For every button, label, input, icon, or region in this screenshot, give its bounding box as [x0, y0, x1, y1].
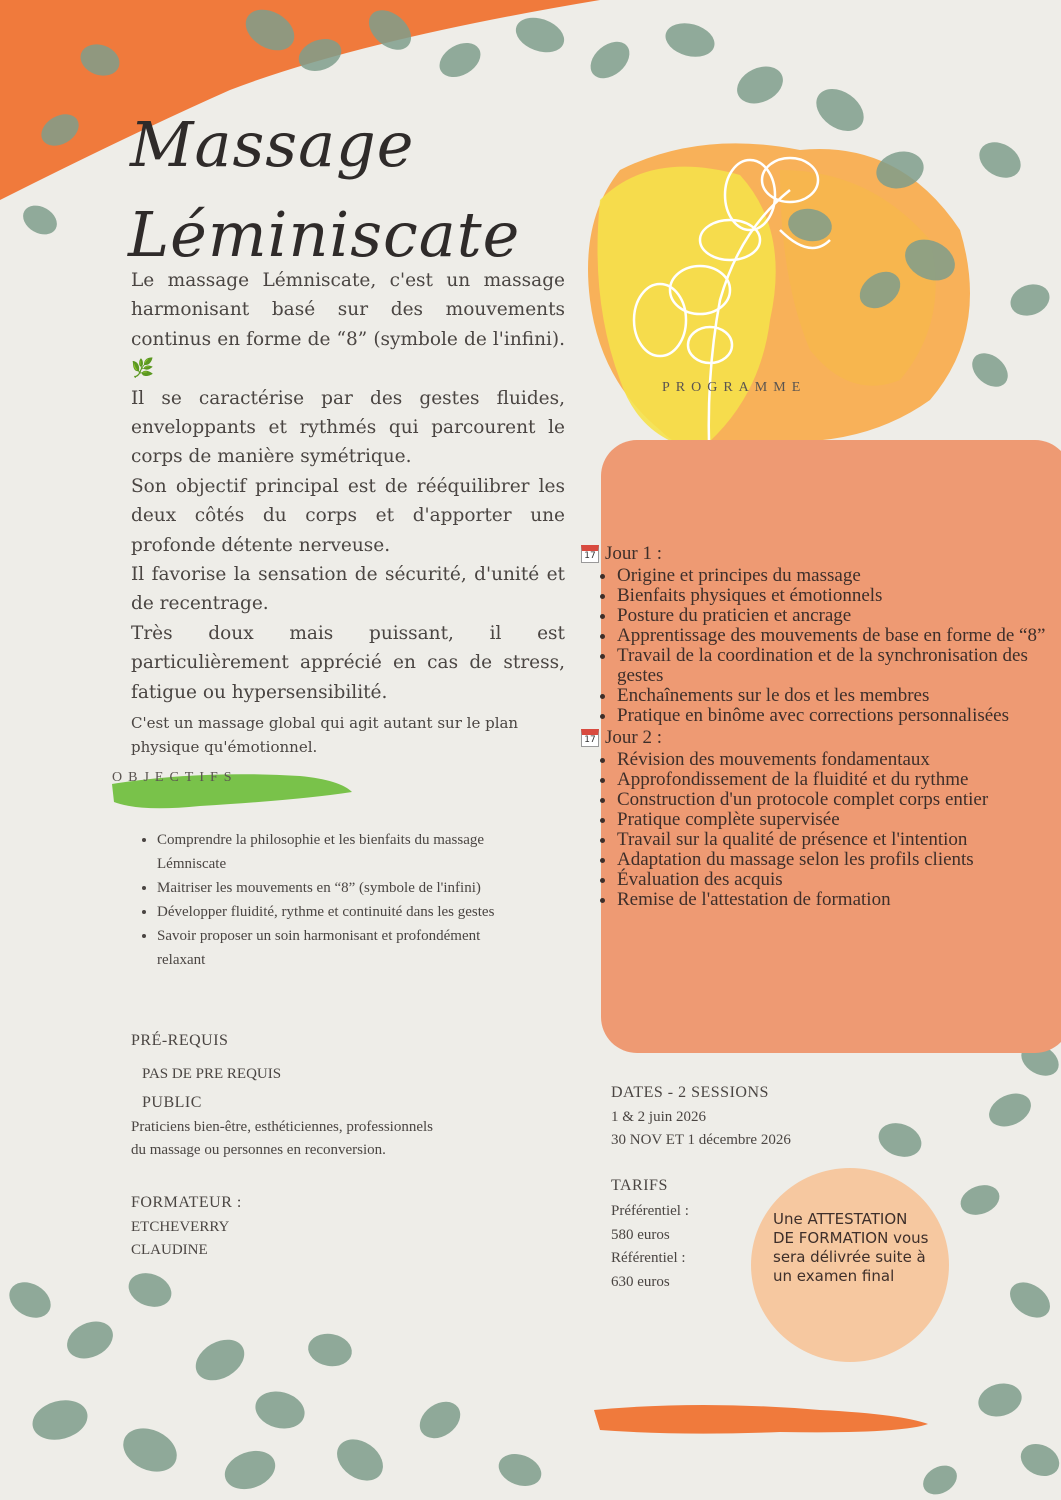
list-item: • Remise de l'attestation de formation — [617, 890, 1061, 910]
day-label: Jour 2 : — [605, 727, 662, 748]
list-item: • Savoir proposer un soin harmonisant et profondément relaxant — [157, 924, 517, 972]
prerequis-value: PAS DE PRE REQUIS — [142, 1066, 282, 1082]
list-item: • Évaluation des acquis — [617, 870, 1061, 890]
calendar-icon: 17 — [581, 545, 599, 563]
formateur-line: CLAUDINE — [131, 1242, 208, 1258]
intro-paragraph: C'est un massage global qui agit autant sur le plan physique qu'émotionnel. — [131, 714, 519, 757]
public-value: Praticiens bien-être, esthéticiennes, professionnels du massage ou personnes en reconversion. — [131, 1119, 433, 1158]
dates-heading: DATES - 2 SESSIONS — [611, 1084, 769, 1101]
intro-text — [131, 266, 565, 759]
list-item: • Comprendre la philosophie et les bienfaits du massage Lémniscate — [157, 828, 517, 876]
dates-sessions — [611, 1106, 791, 1152]
intro-paragraph: Le massage Lémniscate, c'est un massage harmonisant basé sur des mouvements continus en forme de “8” (symbole de l'infini). 🌿 — [131, 270, 565, 380]
list-item: • Développer fluidité, rythme et continuité dans les gestes — [157, 900, 517, 924]
eucalyptus-leaves-bottom — [3, 1267, 546, 1495]
programme-list — [581, 542, 1061, 910]
tarif-label: Référentiel : — [611, 1250, 686, 1266]
tarif-label: Préférentiel : — [611, 1203, 689, 1219]
list-item: • Apprentissage des mouvements de base en forme de “8” — [617, 626, 1061, 646]
list-item: • Bienfaits physiques et émotionnels — [617, 586, 1061, 606]
day-2-label — [581, 726, 1061, 750]
day-2-items — [581, 750, 1061, 910]
intro-paragraph: Il se caractérise par des gestes fluides, enveloppants et rythmés qui parcourent le corps de manière symétrique. — [131, 387, 565, 468]
orange-brush-stroke — [594, 1405, 928, 1434]
objectifs-list — [131, 828, 517, 972]
list-item: • Révision des mouvements fondamentaux — [617, 750, 1061, 770]
page-title — [128, 100, 521, 280]
tarif-price: 580 euros — [611, 1226, 670, 1243]
attestation-text: Une ATTESTATION DE FORMATION vous sera délivrée suite à un examen final — [773, 1210, 929, 1285]
date-session: 30 NOV ET 1 décembre 2026 — [611, 1132, 791, 1148]
list-item: • Enchaînements sur le dos et les membres — [617, 686, 1061, 706]
formateur-name — [131, 1216, 229, 1262]
formateur-heading: FORMATEUR : — [131, 1194, 242, 1211]
title-line-2: Léminiscate — [128, 198, 521, 271]
list-item: • Pratique complète supervisée — [617, 810, 1061, 830]
list-item: • Travail de la coordination et de la synchronisation des gestes — [617, 646, 1061, 686]
list-item: • Pratique en binôme avec corrections personnalisées — [617, 706, 1061, 726]
tarif-price: 630 euros — [611, 1273, 670, 1290]
list-item: • Adaptation du massage selon les profils clients — [617, 850, 1061, 870]
programme-heading: PROGRAMME — [662, 380, 807, 395]
day-1-label — [581, 542, 1061, 566]
tarifs-list — [611, 1200, 689, 1294]
calendar-icon: 17 — [581, 729, 599, 747]
list-item: • Approfondissement de la fluidité et du rythme — [617, 770, 1061, 790]
date-session: 1 & 2 juin 2026 — [611, 1109, 707, 1125]
list-item: • Posture du praticien et ancrage — [617, 606, 1061, 626]
intro-paragraph: Il favorise la sensation de sécurité, d'unité et de recentrage. — [131, 564, 565, 615]
objectifs-heading: OBJECTIFS — [112, 770, 238, 785]
intro-paragraph: Très doux mais puissant, il est particulièrement apprécié en cas de stress, fatigue ou hypersensibilité. — [131, 622, 565, 703]
watercolor-splash — [588, 143, 970, 453]
list-item: • Maitriser les mouvements en “8” (symbole de l'infini) — [157, 876, 517, 900]
formateur-line: ETCHEVERRY — [131, 1219, 230, 1235]
title-line-1: Massage — [130, 108, 415, 181]
tarifs-heading: TARIFS — [611, 1177, 668, 1194]
day-label: Jour 1 : — [605, 543, 662, 564]
list-item: • Travail sur la qualité de présence et l'intention — [617, 830, 1061, 850]
public-heading: PUBLIC — [142, 1094, 202, 1111]
list-item: • Origine et principes du massage — [617, 566, 1061, 586]
prerequis-heading: PRÉ-REQUIS — [131, 1032, 229, 1049]
list-item: • Construction d'un protocole complet corps entier — [617, 790, 1061, 810]
day-1-items — [581, 566, 1061, 726]
intro-paragraph: Son objectif principal est de rééquilibrer les deux côtés du corps et d'apporter une profonde détente nerveuse. — [131, 475, 565, 556]
